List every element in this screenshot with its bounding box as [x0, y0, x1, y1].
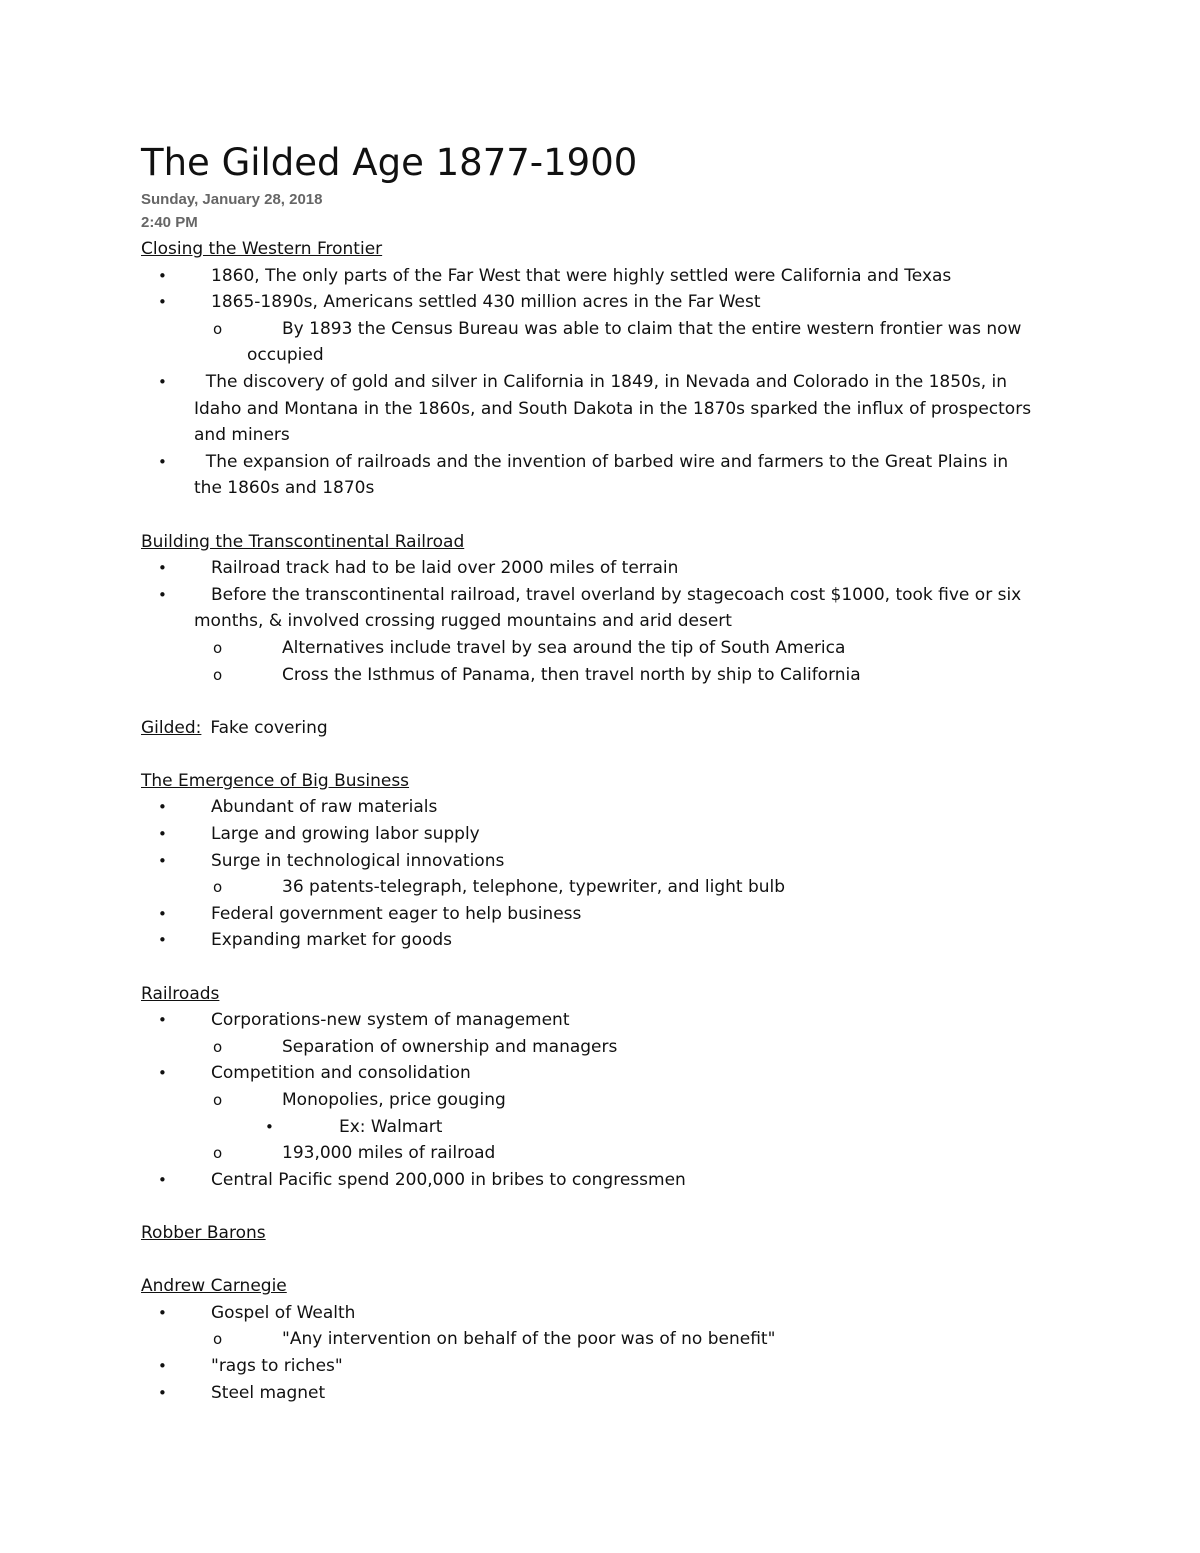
continuation-text: months, & involved crossing rugged mountains and arid desert [194, 611, 732, 632]
list-item-text: Central Pacific spend 200,000 in bribes to congressmen [211, 1169, 686, 1190]
section-heading [0, 1273, 1200, 1300]
bullet-icon: • [158, 1383, 167, 1402]
bullet-icon: • [158, 904, 167, 923]
section-heading-text: Andrew Carnegie [141, 1276, 287, 1297]
list-item-text: Federal government eager to help business [211, 903, 582, 924]
circle-bullet-icon: o [213, 638, 223, 657]
bullet-icon: • [158, 1170, 167, 1189]
sub-list-item [0, 874, 1200, 901]
list-item-text: Abundant of raw materials [211, 797, 438, 818]
circle-bullet-icon: o [213, 878, 223, 897]
sub-list-item [0, 662, 1200, 689]
sub-sub-list-item-text: Ex: Walmart [339, 1116, 443, 1137]
section-heading-text: Railroads [141, 983, 220, 1004]
definition-term: Gilded: [141, 717, 202, 738]
section-heading [0, 768, 1200, 795]
circle-bullet-icon: o [213, 1330, 223, 1349]
list-item-text: Steel magnet [211, 1382, 326, 1403]
section-heading [0, 529, 1200, 556]
list-item-continuation [0, 608, 1200, 635]
continuation-text: and miners [194, 425, 290, 446]
note-body [0, 236, 1200, 1406]
list-item [0, 1353, 1200, 1380]
square-bullet-icon: • [265, 1117, 274, 1136]
list-item [0, 927, 1200, 954]
bullet-icon: • [158, 1303, 167, 1322]
list-item-continuation [0, 422, 1200, 449]
list-item-text: Large and growing labor supply [211, 824, 480, 845]
bullet-icon: • [158, 559, 167, 578]
sub-list-item-text: Cross the Isthmus of Panama, then travel north by ship to California [282, 664, 861, 685]
bullet-icon: • [158, 851, 167, 870]
bullet-icon: • [158, 1356, 167, 1375]
blank-line [0, 502, 1200, 529]
list-item-text: 1860, The only parts of the Far West that were highly settled were California and Texas [211, 265, 952, 286]
list-item-text: Surge in technological innovations [211, 850, 505, 871]
section-heading [0, 981, 1200, 1008]
sub-list-item [0, 1326, 1200, 1353]
list-item [0, 1167, 1200, 1194]
list-item-continuation [0, 475, 1200, 502]
blank-line [0, 954, 1200, 981]
list-item [0, 1300, 1200, 1327]
note-date: Sunday, January 28, 2018 [141, 191, 323, 208]
bullet-icon: • [158, 798, 167, 817]
list-item [0, 449, 1200, 476]
list-item-continuation [0, 396, 1200, 423]
blank-line [0, 1193, 1200, 1220]
bullet-icon: • [158, 825, 167, 844]
section-heading-text: The Emergence of Big Business [141, 770, 410, 791]
sub-list-item-text: By 1893 the Census Bureau was able to claim that the entire western frontier was now [282, 318, 1022, 339]
sub-list-item [0, 635, 1200, 662]
continuation-text: occupied [247, 345, 324, 366]
sub-list-item [0, 316, 1200, 343]
list-item [0, 1380, 1200, 1407]
section-heading [0, 1220, 1200, 1247]
section-heading [0, 236, 1200, 263]
sub-list-item-text: 36 patents-telegraph, telephone, typewriter, and light bulb [282, 877, 786, 898]
bullet-icon: • [158, 1011, 167, 1030]
list-item-text: Gospel of Wealth [211, 1302, 356, 1323]
continuation-text: the 1860s and 1870s [194, 478, 375, 499]
sub-sub-list-item [0, 1114, 1200, 1141]
bullet-icon: • [158, 585, 167, 604]
list-item [0, 901, 1200, 928]
circle-bullet-icon: o [213, 665, 223, 684]
sub-list-item-continuation [0, 342, 1200, 369]
sub-list-item-text: Alternatives include travel by sea around the tip of South America [282, 637, 846, 658]
section-heading-text: Closing the Western Frontier [141, 239, 383, 259]
list-item [0, 263, 1200, 290]
sub-list-item-text: Separation of ownership and managers [282, 1036, 618, 1057]
list-item-text: Corporations-new system of management [211, 1010, 570, 1031]
definition-text: Fake covering [205, 717, 328, 738]
sub-list-item-text: "Any intervention on behalf of the poor was of no benefit" [282, 1329, 776, 1350]
continuation-text: Idaho and Montana in the 1860s, and South Dakota in the 1870s sparked the influx of prospectors [194, 398, 1032, 419]
note-time: 2:40 PM [141, 214, 198, 231]
list-item [0, 848, 1200, 875]
sub-list-item-text: Monopolies, price gouging [282, 1090, 506, 1110]
list-item-text: Competition and consolidation [211, 1063, 471, 1084]
definition-line [0, 715, 1200, 742]
list-item [0, 821, 1200, 848]
list-item [0, 1060, 1200, 1087]
list-item-text: "rags to riches" [211, 1355, 343, 1376]
list-item [0, 369, 1200, 396]
bullet-icon: • [158, 372, 167, 391]
sub-list-item-text: 193,000 miles of railroad [282, 1143, 496, 1164]
section-heading-text: Robber Barons [141, 1222, 266, 1243]
bullet-icon: • [158, 266, 167, 285]
list-item [0, 794, 1200, 821]
bullet-icon: • [158, 931, 167, 950]
circle-bullet-icon: o [213, 1091, 223, 1109]
section-heading-text: Building the Transcontinental Railroad [141, 531, 465, 552]
circle-bullet-icon: o [213, 319, 223, 338]
list-item-text: The discovery of gold and silver in California in 1849, in Nevada and Colorado in the 1850s, in [195, 371, 1008, 392]
list-item [0, 289, 1200, 316]
list-item [0, 582, 1200, 609]
list-item-text: Railroad track had to be laid over 2000 miles of terrain [211, 558, 679, 579]
blank-line [0, 688, 1200, 715]
circle-bullet-icon: o [213, 1144, 223, 1163]
circle-bullet-icon: o [213, 1037, 223, 1056]
list-item-text: Expanding market for goods [211, 930, 453, 951]
list-item-text: The expansion of railroads and the invention of barbed wire and farmers to the Great Plains in [195, 451, 1009, 472]
list-item [0, 555, 1200, 582]
sub-list-item [0, 1034, 1200, 1061]
sub-list-item [0, 1140, 1200, 1167]
bullet-icon: • [158, 1064, 167, 1083]
list-item-text: Before the transcontinental railroad, travel overland by stagecoach cost $1000, took five or six [211, 584, 1022, 605]
bullet-icon: • [158, 293, 167, 312]
page-title: The Gilded Age 1877-1900 [141, 141, 638, 184]
bullet-icon: • [158, 452, 167, 471]
list-item [0, 1007, 1200, 1034]
list-item-text: 1865-1890s, Americans settled 430 million acres in the Far West [211, 292, 761, 313]
blank-line [0, 1247, 1200, 1274]
blank-line [0, 741, 1200, 768]
sub-list-item [0, 1087, 1200, 1114]
